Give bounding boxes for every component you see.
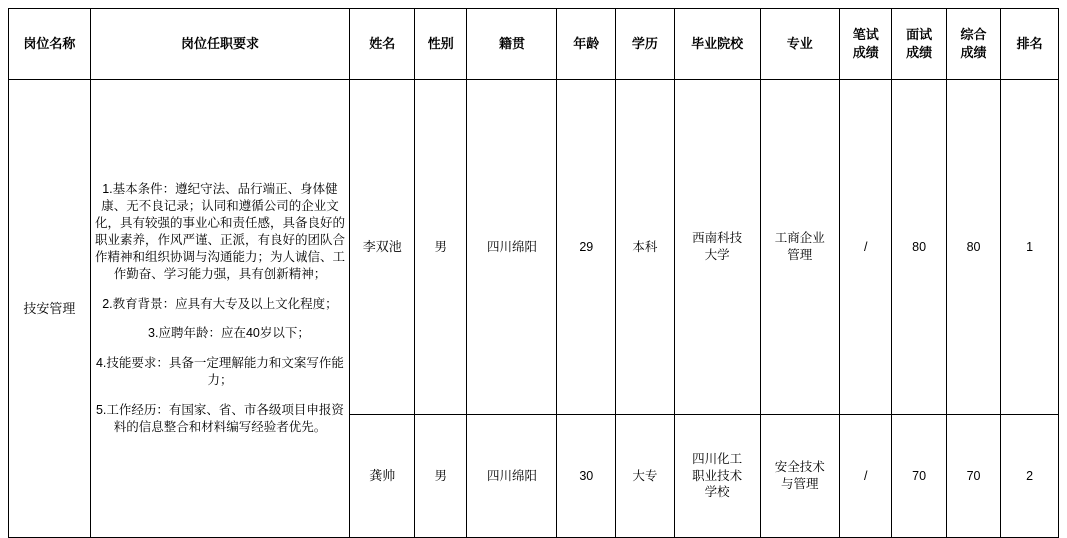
header-gender: 性别	[415, 9, 467, 80]
cell-major-line2: 管理	[787, 248, 813, 262]
header-major: 专业	[760, 9, 840, 80]
cell-school	[674, 80, 760, 415]
header-interview-score-line1: 面试	[906, 27, 933, 43]
header-post-requirements: 岗位任职要求	[90, 9, 350, 80]
cell-total-score: 70	[946, 415, 1000, 538]
cell-post-requirements	[90, 80, 350, 538]
cell-school	[674, 415, 760, 538]
cell-written-score: /	[840, 80, 892, 415]
cell-gender: 男	[415, 80, 467, 415]
header-native-place: 籍贯	[467, 9, 557, 80]
header-total-score-line1: 综合	[960, 27, 987, 43]
cell-interview-score: 70	[892, 415, 946, 538]
header-name: 姓名	[350, 9, 415, 80]
cell-major	[760, 415, 840, 538]
cell-major-line2: 与管理	[781, 477, 819, 491]
cell-written-score: /	[840, 415, 892, 538]
table-row	[9, 80, 1059, 415]
table-header-row	[9, 9, 1059, 80]
requirement-item: 4.技能要求：具备一定理解能力和文案写作能力；	[95, 356, 344, 388]
header-written-score-line2: 成绩	[852, 45, 879, 60]
header-education: 学历	[616, 9, 675, 80]
cell-major	[760, 80, 840, 415]
cell-rank: 1	[1001, 80, 1059, 415]
cell-major-line1: 安全技术	[774, 460, 825, 475]
recruitment-table	[8, 8, 1059, 538]
cell-native-place: 四川绵阳	[467, 80, 557, 415]
cell-age: 30	[557, 415, 616, 538]
header-written-score-line1: 笔试	[852, 27, 879, 43]
header-age: 年龄	[557, 9, 616, 80]
cell-gender: 男	[415, 415, 467, 538]
requirement-item: 2.教育背景：应具有大专及以上文化程度；	[102, 296, 338, 311]
requirement-item: 5.工作经历：有国家、省、市各级项目申报资料的信息整合和材料编写经验者优先。	[95, 403, 344, 434]
header-school: 毕业院校	[674, 9, 760, 80]
cell-school-line1: 四川化工	[692, 451, 743, 466]
cell-school-line2: 职业技术	[692, 468, 743, 483]
cell-age: 29	[557, 80, 616, 415]
cell-post-name: 技安管理	[9, 80, 91, 538]
header-rank: 排名	[1001, 9, 1059, 80]
cell-education: 本科	[616, 80, 675, 415]
header-total-score	[946, 9, 1000, 80]
header-total-score-line2: 成绩	[960, 45, 987, 60]
header-interview-score	[892, 9, 946, 80]
cell-name: 李双池	[350, 80, 415, 415]
header-post-name: 岗位名称	[9, 9, 91, 80]
cell-school-line2: 大学	[704, 248, 730, 262]
header-interview-score-line2: 成绩	[906, 45, 933, 60]
cell-major-line1: 工商企业	[774, 231, 825, 246]
cell-education: 大专	[616, 415, 675, 538]
cell-total-score: 80	[946, 80, 1000, 415]
cell-school-line3: 学校	[704, 485, 730, 500]
requirement-item: 1.基本条件：遵纪守法、品行端正、身体健康、无不良记录；认同和遵循公司的企业文化，具有较强的事业心和责任感，具备良好的职业素养，作风严谨、正派，有良好的团队合作精神和组织协调与沟通能力；为人诚信、工作勤奋、学习能力强，具有创新精神；	[94, 182, 345, 281]
cell-interview-score: 80	[892, 80, 946, 415]
cell-name: 龚帅	[350, 415, 415, 538]
header-written-score	[840, 9, 892, 80]
requirement-item: 3.应聘年龄：应在40岁以下；	[148, 326, 310, 341]
cell-rank: 2	[1001, 415, 1059, 538]
cell-school-line1: 西南科技	[692, 231, 743, 246]
cell-native-place: 四川绵阳	[467, 415, 557, 538]
